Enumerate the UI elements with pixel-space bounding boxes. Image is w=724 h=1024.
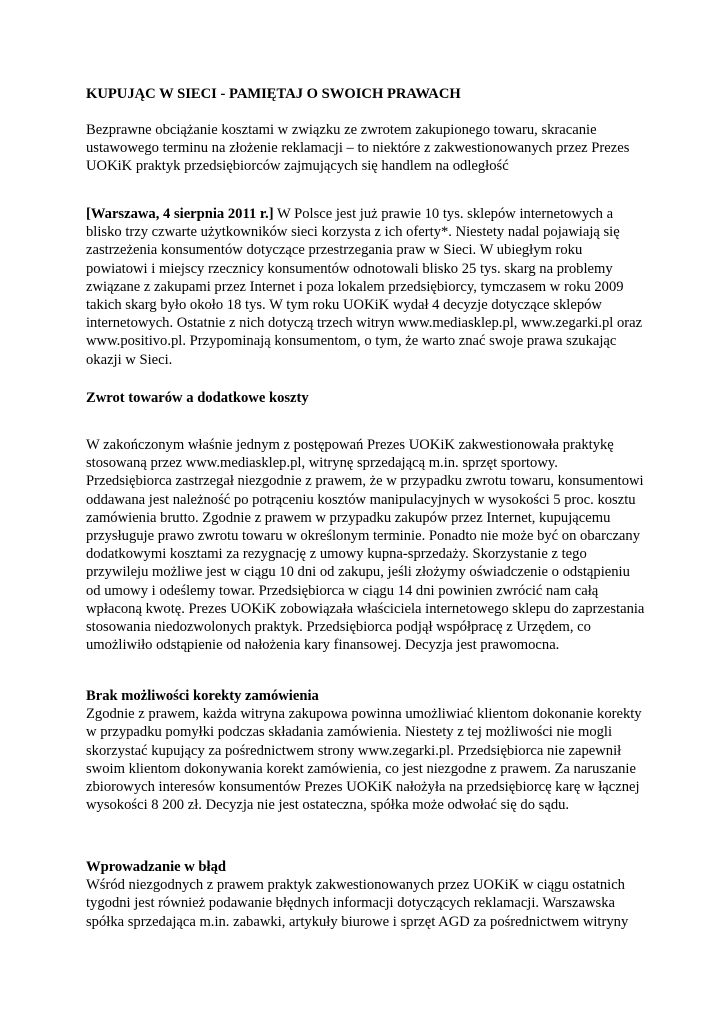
section-heading-zwrot: Zwrot towarów a dodatkowe koszty (86, 390, 309, 406)
dateline: [Warszawa, 4 sierpnia 2011 r.] (86, 206, 274, 222)
section-brak (86, 687, 646, 814)
section-heading-wprowadzanie: Wprowadzanie w błąd (86, 859, 227, 875)
intro-text: W Polsce jest już prawie 10 tys. sklepów internetowych a blisko trzy czwarte użytkowników sieci korzysta z ich oferty*. Niestety nadal pojawiają się zastrzeżenia konsumentów dotyczące przestrzegania praw w Sieci. W ubiegłym roku powiatowi i miejscy rzecznicy konsumentów odnotowali blisko 25 tys. skarg na problemy związane z zakupami przez Internet i poza lokalem przedsiębiorcy, tymczasem w roku 2009 takich skarg było około 18 tys. W tym roku UOKiK wydał 4 decyzje dotyczące sklepów internetowych. Ostatnie z nich dotyczą trzech witryn www.mediasklep.pl, www.zegarki.pl oraz www.positivo.pl. Przypominają konsumentom, o tym, że warto znać swoje prawa szukając okazji w Sieci. (86, 206, 643, 368)
section-body-wprowadzanie: Wśród niezgodnych z prawem praktyk zakwestionowanych przez UOKiK w ciągu ostatnich tygodni jest również podawanie błędnych informacji dotyczących reklamacji. Warszawska spółka sprzedająca m.in. zabawki, artykuły biurowe i sprzęt AGD za pośrednictwem witryny (86, 877, 629, 930)
section-wprowadzanie (86, 858, 646, 931)
document-title: KUPUJĄC W SIECI - PAMIĘTAJ O SWOICH PRAWACH (86, 86, 461, 102)
section-heading-brak: Brak możliwości korekty zamówienia (86, 688, 319, 704)
section-body-zwrot: W zakończonym właśnie jednym z postępowań Prezes UOKiK zakwestionowała praktykę stosowaną przez www.mediasklep.pl, witrynę sprzedającą m.in. sprzęt sportowy. Przedsiębiorca zastrzegał niezgodnie z prawem, że w przypadku zwrotu towaru, konsumentowi oddawana jest należność po potrąceniu kosztów manipulacyjnych w wysokości 5 proc. kosztu zamówienia brutto. Zgodnie z prawem w przypadku zakupów przez Internet, kupującemu przysługuje prawo zwrotu towaru w określonym terminie. Ponadto nie może być on obarczany dodatkowymi kosztami za rezygnację z umowy kupna-sprzedaży. Skorzystanie z tego przywileju możliwe jest w ciągu 10 dni od zakupu, jeśli złożymy oświadczenie o odstąpieniu od umowy i odeślemy towar. Przedsiębiorca w ciągu 14 dni powinien zwrócić nam całą wpłaconą kwotę. Prezes UOKiK zobowiązała właściciela internetowego sklepu do zaprzestania stosowania niedozwolonych praktyk. Przedsiębiorca podjął współpracę z Urzędem, co umożliwiło odstąpienie od nałożenia kary finansowej. Decyzja jest prawomocna. (86, 437, 645, 654)
lead-paragraph: Bezprawne obciążanie kosztami w związku ze zwrotem zakupionego towaru, skracanie ustawowego terminu na złożenie reklamacji – to niektóre z zakwestionowanych przez Prezes UOKiK praktyk przedsiębiorców zajmujących się handlem na odległość (86, 122, 630, 175)
intro-paragraph (86, 205, 646, 369)
section-body-brak: Zgodnie z prawem, każda witryna zakupowa powinna umożliwiać klientom dokonanie korekty w przypadku pomyłki podczas składania zamówienia. Niestety z tej możliwości nie mogli skorzystać kupujący za pośrednictwem strony www.zegarki.pl. Przedsiębiorca nie zapewnił swoim klientom dokonywania korekt zamówienia, co jest niezgodne z prawem. Za naruszanie zbiorowych interesów konsumentów Prezes UOKiK nałożyła na przedsiębiorcę karę w łącznej wysokości 8 200 zł. Decyzja nie jest ostateczna, spółka może odwołać się do sądu. (86, 706, 642, 814)
